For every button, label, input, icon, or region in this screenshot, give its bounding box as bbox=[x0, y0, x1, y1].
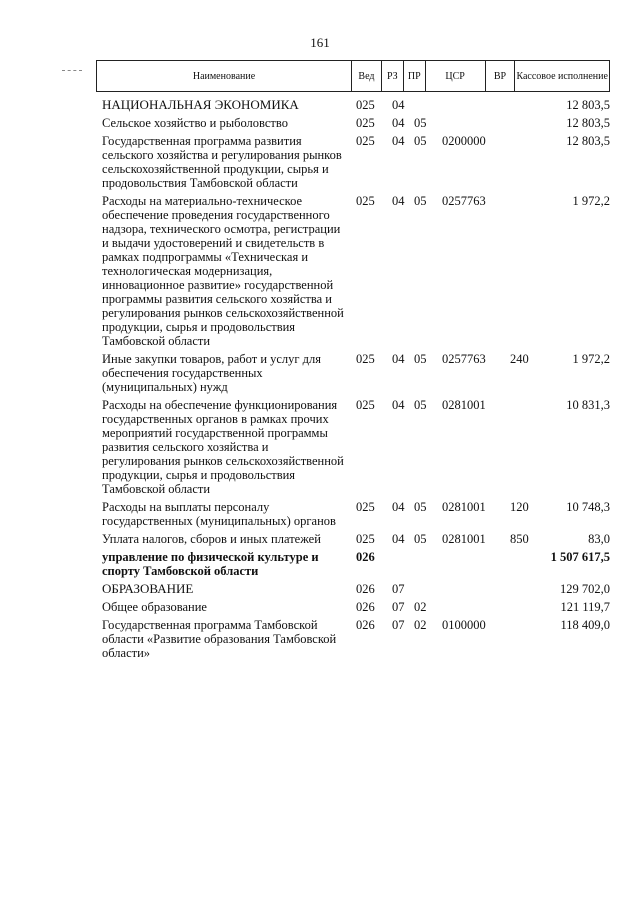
table-header bbox=[96, 60, 610, 92]
row-pr bbox=[412, 98, 442, 112]
row-name: Государственная программа Тамбовской области «Развитие образования Тамбовской области» bbox=[102, 618, 337, 660]
row-pr: 05 bbox=[414, 532, 427, 546]
header-rz: РЗ bbox=[382, 61, 404, 91]
table-row bbox=[96, 194, 610, 348]
row-amount: 118 409,0 bbox=[560, 618, 610, 632]
row-rz: 04 bbox=[392, 398, 405, 412]
row-vr bbox=[510, 600, 544, 614]
row-name: управление по физической культуре и спорту Тамбовской области bbox=[102, 550, 319, 578]
row-rz bbox=[392, 550, 412, 578]
row-vr: 240 bbox=[510, 352, 529, 366]
row-rz: 07 bbox=[392, 600, 405, 614]
table-row bbox=[96, 116, 610, 130]
row-ved: 025 bbox=[356, 500, 375, 514]
row-amount: 12 803,5 bbox=[566, 134, 610, 148]
row-pr bbox=[412, 550, 442, 578]
row-ved: 025 bbox=[356, 134, 375, 148]
row-csr: 0281001 bbox=[442, 398, 486, 412]
row-amount: 1 972,2 bbox=[572, 194, 610, 208]
row-name: Государственная программа развития сельского хозяйства и регулирования рынков сельскохозяйственной продукции, сырья и продовольствия Тамбовской области bbox=[102, 134, 342, 190]
row-amount: 10 831,3 bbox=[566, 398, 610, 412]
row-amount: 12 803,5 bbox=[566, 116, 610, 130]
row-name: Сельское хозяйство и рыболовство bbox=[102, 116, 288, 130]
row-amount: 121 119,7 bbox=[560, 600, 610, 614]
row-rz: 07 bbox=[392, 582, 405, 596]
row-ved: 025 bbox=[356, 532, 375, 546]
row-pr: 02 bbox=[414, 618, 427, 632]
header-ved: Вед bbox=[352, 61, 382, 91]
row-vr: 850 bbox=[510, 532, 529, 546]
row-ved: 026 bbox=[356, 582, 375, 596]
row-rz: 04 bbox=[392, 352, 405, 366]
table-row bbox=[96, 500, 610, 528]
row-ved: 025 bbox=[356, 352, 375, 366]
row-csr bbox=[442, 98, 510, 112]
row-pr: 05 bbox=[414, 134, 427, 148]
table-row bbox=[96, 134, 610, 190]
row-ved: 026 bbox=[356, 550, 375, 564]
row-csr bbox=[442, 550, 510, 578]
row-csr bbox=[442, 600, 510, 614]
row-amount: 129 702,0 bbox=[560, 582, 610, 596]
table-body bbox=[96, 98, 610, 664]
header-csr: ЦСР bbox=[426, 61, 486, 91]
row-ved: 025 bbox=[356, 398, 375, 412]
row-csr bbox=[442, 582, 510, 596]
row-amount: 12 803,5 bbox=[566, 98, 610, 112]
row-csr: 0200000 bbox=[442, 134, 486, 148]
row-rz: 04 bbox=[392, 98, 405, 112]
row-pr: 05 bbox=[414, 500, 427, 514]
row-name: ОБРАЗОВАНИЕ bbox=[102, 581, 194, 596]
row-csr: 0281001 bbox=[442, 500, 486, 514]
row-pr bbox=[412, 582, 442, 596]
row-name: Уплата налогов, сборов и иных платежей bbox=[102, 532, 321, 546]
row-pr: 05 bbox=[414, 398, 427, 412]
row-vr bbox=[510, 618, 544, 660]
header-vr: ВР bbox=[486, 61, 516, 91]
header-pr: ПР bbox=[404, 61, 426, 91]
row-csr: 0257763 bbox=[442, 352, 486, 366]
row-name: Расходы на материально-техническое обеспечение проведения государственного надзора, технического осмотра, регистрации и выдачи удостоверений и свидетельств в рамках подпрограммы «Техническая и технологическая модернизация, инновационное развитие» государственной программы развития сельского хозяйства и регулирования рынков сельскохозяйственной продукции, сырья и продовольствия Тамбовской области bbox=[102, 194, 344, 348]
margin-mark bbox=[62, 70, 82, 71]
row-vr bbox=[510, 398, 544, 496]
row-csr bbox=[442, 116, 510, 130]
table-row bbox=[96, 550, 610, 578]
row-rz: 04 bbox=[392, 194, 405, 208]
row-name: Расходы на выплаты персоналу государственных (муниципальных) органов bbox=[102, 500, 336, 528]
row-pr: 05 bbox=[414, 194, 427, 208]
row-amount: 10 748,3 bbox=[566, 500, 610, 514]
table-row bbox=[96, 618, 610, 660]
row-pr: 05 bbox=[414, 352, 427, 366]
row-name: Иные закупки товаров, работ и услуг для обеспечения государственных (муниципальных) нужд bbox=[102, 352, 322, 394]
row-name: Расходы на обеспечение функционирования государственных органов в рамках прочих мероприятий государственной программы развития сельского хозяйства и регулирования рынков сельскохозяйственной продукции, сырья и продовольствия Тамбовской области bbox=[102, 398, 344, 496]
row-name: Общее образование bbox=[102, 600, 207, 614]
row-ved: 025 bbox=[356, 194, 375, 208]
row-pr: 05 bbox=[414, 116, 427, 130]
table-row bbox=[96, 582, 610, 596]
row-csr: 0281001 bbox=[442, 532, 486, 546]
row-csr: 0100000 bbox=[442, 618, 486, 632]
row-rz: 04 bbox=[392, 500, 405, 514]
page-number: 161 bbox=[310, 35, 330, 50]
row-vr bbox=[510, 194, 544, 348]
table-row bbox=[96, 398, 610, 496]
row-ved: 025 bbox=[356, 116, 375, 130]
row-ved: 025 bbox=[356, 98, 375, 112]
row-amount: 1 972,2 bbox=[572, 352, 610, 366]
row-name: НАЦИОНАЛЬНАЯ ЭКОНОМИКА bbox=[102, 97, 299, 112]
header-amount: Кассовое исполнение bbox=[516, 70, 608, 82]
row-amount: 83,0 bbox=[588, 532, 610, 546]
row-vr bbox=[510, 550, 544, 578]
row-vr bbox=[510, 116, 544, 130]
row-vr bbox=[510, 582, 544, 596]
row-rz: 04 bbox=[392, 116, 405, 130]
row-pr: 02 bbox=[414, 600, 427, 614]
row-ved: 026 bbox=[356, 600, 375, 614]
table-row bbox=[96, 600, 610, 614]
header-name: Наименование bbox=[97, 61, 352, 91]
row-ved: 026 bbox=[356, 618, 375, 632]
row-vr bbox=[510, 98, 544, 112]
row-rz: 04 bbox=[392, 532, 405, 546]
row-csr: 0257763 bbox=[442, 194, 486, 208]
row-amount: 1 507 617,5 bbox=[550, 550, 610, 564]
row-rz: 04 bbox=[392, 134, 405, 148]
row-vr bbox=[510, 134, 544, 190]
table-row bbox=[96, 98, 610, 112]
table-row bbox=[96, 352, 610, 394]
row-vr: 120 bbox=[510, 500, 529, 514]
table-row bbox=[96, 532, 610, 546]
row-rz: 07 bbox=[392, 618, 405, 632]
